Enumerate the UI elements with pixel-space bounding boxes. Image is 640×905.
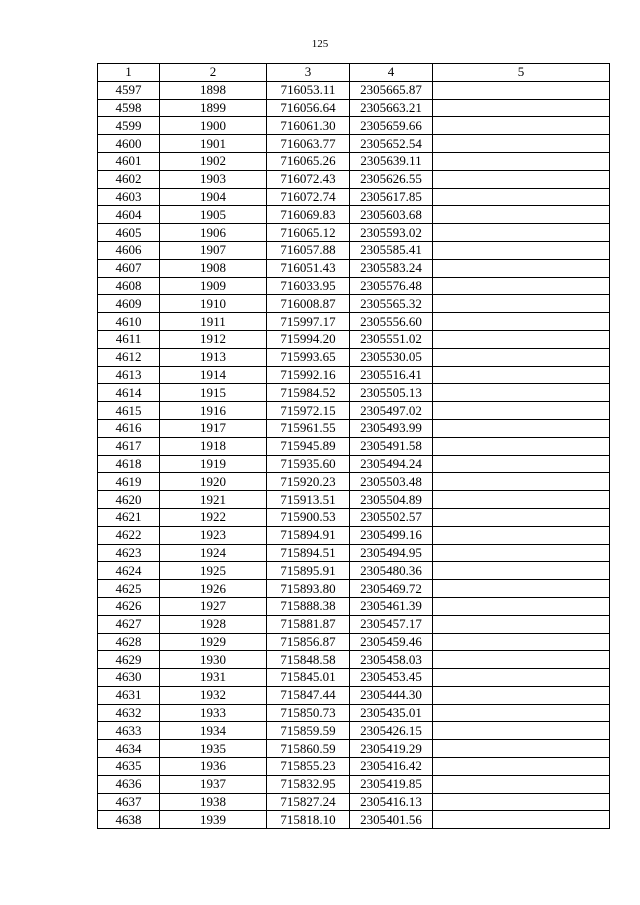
- table-row: [98, 437, 610, 455]
- table-row: [98, 152, 610, 170]
- cell-y-coordinate: 2305416.42: [350, 758, 433, 776]
- cell-point-number: 4607: [98, 259, 160, 277]
- cell-x-coordinate: 715900.53: [267, 508, 350, 526]
- cell-point-number: 4608: [98, 277, 160, 295]
- cell-x-coordinate: 715894.51: [267, 544, 350, 562]
- cell-y-coordinate: 2305461.39: [350, 597, 433, 615]
- cell-vertex-number: 1919: [160, 455, 267, 473]
- table-row: [98, 348, 610, 366]
- column-header-1: 1: [98, 64, 160, 82]
- cell-x-coordinate: 716063.77: [267, 135, 350, 153]
- cell-y-coordinate: 2305583.24: [350, 259, 433, 277]
- cell-note: [433, 135, 610, 153]
- cell-note: [433, 384, 610, 402]
- cell-note: [433, 366, 610, 384]
- table-row: [98, 704, 610, 722]
- cell-note: [433, 81, 610, 99]
- cell-y-coordinate: 2305663.21: [350, 99, 433, 117]
- cell-x-coordinate: 715832.95: [267, 775, 350, 793]
- cell-note: [433, 633, 610, 651]
- cell-y-coordinate: 2305458.03: [350, 651, 433, 669]
- cell-y-coordinate: 2305459.46: [350, 633, 433, 651]
- cell-x-coordinate: 716069.83: [267, 206, 350, 224]
- cell-x-coordinate: 715920.23: [267, 473, 350, 491]
- cell-point-number: 4620: [98, 491, 160, 509]
- cell-point-number: 4628: [98, 633, 160, 651]
- cell-vertex-number: 1939: [160, 811, 267, 829]
- cell-point-number: 4624: [98, 562, 160, 580]
- cell-point-number: 4611: [98, 330, 160, 348]
- cell-note: [433, 722, 610, 740]
- cell-x-coordinate: 716065.26: [267, 152, 350, 170]
- cell-point-number: 4632: [98, 704, 160, 722]
- cell-y-coordinate: 2305659.66: [350, 117, 433, 135]
- cell-vertex-number: 1903: [160, 170, 267, 188]
- cell-note: [433, 99, 610, 117]
- cell-point-number: 4598: [98, 99, 160, 117]
- cell-y-coordinate: 2305639.11: [350, 152, 433, 170]
- cell-vertex-number: 1935: [160, 740, 267, 758]
- cell-x-coordinate: 715984.52: [267, 384, 350, 402]
- cell-point-number: 4631: [98, 686, 160, 704]
- cell-point-number: 4616: [98, 419, 160, 437]
- cell-y-coordinate: 2305435.01: [350, 704, 433, 722]
- cell-point-number: 4615: [98, 402, 160, 420]
- cell-vertex-number: 1902: [160, 152, 267, 170]
- table-row: [98, 117, 610, 135]
- cell-vertex-number: 1918: [160, 437, 267, 455]
- cell-vertex-number: 1932: [160, 686, 267, 704]
- cell-y-coordinate: 2305617.85: [350, 188, 433, 206]
- table-row: [98, 206, 610, 224]
- table-row: [98, 419, 610, 437]
- cell-y-coordinate: 2305444.30: [350, 686, 433, 704]
- cell-note: [433, 775, 610, 793]
- table-row: [98, 651, 610, 669]
- cell-note: [433, 793, 610, 811]
- cell-note: [433, 295, 610, 313]
- cell-x-coordinate: 715893.80: [267, 580, 350, 598]
- cell-x-coordinate: 715935.60: [267, 455, 350, 473]
- cell-point-number: 4637: [98, 793, 160, 811]
- cell-vertex-number: 1907: [160, 241, 267, 259]
- table-row: [98, 775, 610, 793]
- cell-vertex-number: 1929: [160, 633, 267, 651]
- cell-vertex-number: 1936: [160, 758, 267, 776]
- table-body: [98, 81, 610, 828]
- table-row: [98, 170, 610, 188]
- cell-vertex-number: 1923: [160, 526, 267, 544]
- cell-x-coordinate: 715993.65: [267, 348, 350, 366]
- cell-y-coordinate: 2305426.15: [350, 722, 433, 740]
- cell-note: [433, 241, 610, 259]
- cell-x-coordinate: 716033.95: [267, 277, 350, 295]
- cell-x-coordinate: 716057.88: [267, 241, 350, 259]
- column-header-4: 4: [350, 64, 433, 82]
- cell-x-coordinate: 715818.10: [267, 811, 350, 829]
- cell-note: [433, 740, 610, 758]
- cell-x-coordinate: 715847.44: [267, 686, 350, 704]
- cell-y-coordinate: 2305652.54: [350, 135, 433, 153]
- table-row: [98, 597, 610, 615]
- cell-x-coordinate: 715848.58: [267, 651, 350, 669]
- table-row: [98, 633, 610, 651]
- cell-y-coordinate: 2305494.24: [350, 455, 433, 473]
- cell-y-coordinate: 2305494.95: [350, 544, 433, 562]
- cell-vertex-number: 1937: [160, 775, 267, 793]
- cell-x-coordinate: 716072.43: [267, 170, 350, 188]
- coordinates-table: [97, 63, 610, 829]
- cell-y-coordinate: 2305556.60: [350, 313, 433, 331]
- cell-x-coordinate: 715888.38: [267, 597, 350, 615]
- table-row: [98, 740, 610, 758]
- cell-x-coordinate: 715881.87: [267, 615, 350, 633]
- cell-note: [433, 651, 610, 669]
- cell-vertex-number: 1909: [160, 277, 267, 295]
- table-row: [98, 686, 610, 704]
- table-row: [98, 402, 610, 420]
- cell-vertex-number: 1916: [160, 402, 267, 420]
- cell-note: [433, 419, 610, 437]
- cell-note: [433, 686, 610, 704]
- cell-point-number: 4617: [98, 437, 160, 455]
- table-row: [98, 722, 610, 740]
- cell-vertex-number: 1906: [160, 224, 267, 242]
- cell-vertex-number: 1915: [160, 384, 267, 402]
- cell-vertex-number: 1921: [160, 491, 267, 509]
- cell-y-coordinate: 2305665.87: [350, 81, 433, 99]
- cell-y-coordinate: 2305585.41: [350, 241, 433, 259]
- cell-note: [433, 562, 610, 580]
- table-row: [98, 188, 610, 206]
- cell-vertex-number: 1925: [160, 562, 267, 580]
- cell-y-coordinate: 2305457.17: [350, 615, 433, 633]
- cell-note: [433, 277, 610, 295]
- cell-x-coordinate: 716053.11: [267, 81, 350, 99]
- cell-x-coordinate: 715855.23: [267, 758, 350, 776]
- cell-y-coordinate: 2305626.55: [350, 170, 433, 188]
- table-row: [98, 366, 610, 384]
- cell-point-number: 4626: [98, 597, 160, 615]
- cell-note: [433, 455, 610, 473]
- table-row: [98, 384, 610, 402]
- cell-x-coordinate: 715894.91: [267, 526, 350, 544]
- cell-x-coordinate: 715972.15: [267, 402, 350, 420]
- table-row: [98, 135, 610, 153]
- cell-vertex-number: 1908: [160, 259, 267, 277]
- table-row: [98, 669, 610, 687]
- cell-vertex-number: 1898: [160, 81, 267, 99]
- table-row: [98, 224, 610, 242]
- cell-note: [433, 117, 610, 135]
- cell-note: [433, 473, 610, 491]
- cell-x-coordinate: 716061.30: [267, 117, 350, 135]
- cell-note: [433, 508, 610, 526]
- cell-point-number: 4606: [98, 241, 160, 259]
- cell-note: [433, 758, 610, 776]
- table-row: [98, 241, 610, 259]
- cell-x-coordinate: 715961.55: [267, 419, 350, 437]
- cell-vertex-number: 1910: [160, 295, 267, 313]
- cell-note: [433, 437, 610, 455]
- cell-x-coordinate: 715913.51: [267, 491, 350, 509]
- cell-vertex-number: 1922: [160, 508, 267, 526]
- cell-point-number: 4634: [98, 740, 160, 758]
- cell-x-coordinate: 715827.24: [267, 793, 350, 811]
- table-row: [98, 758, 610, 776]
- cell-note: [433, 491, 610, 509]
- cell-vertex-number: 1928: [160, 615, 267, 633]
- cell-y-coordinate: 2305453.45: [350, 669, 433, 687]
- table-row: [98, 473, 610, 491]
- table-row: [98, 313, 610, 331]
- table-header-row: [98, 64, 610, 82]
- cell-x-coordinate: 715850.73: [267, 704, 350, 722]
- cell-point-number: 4636: [98, 775, 160, 793]
- cell-note: [433, 206, 610, 224]
- table-row: [98, 580, 610, 598]
- cell-note: [433, 526, 610, 544]
- cell-point-number: 4614: [98, 384, 160, 402]
- cell-note: [433, 170, 610, 188]
- cell-point-number: 4618: [98, 455, 160, 473]
- cell-vertex-number: 1920: [160, 473, 267, 491]
- cell-x-coordinate: 715997.17: [267, 313, 350, 331]
- cell-vertex-number: 1934: [160, 722, 267, 740]
- cell-y-coordinate: 2305502.57: [350, 508, 433, 526]
- cell-y-coordinate: 2305504.89: [350, 491, 433, 509]
- cell-y-coordinate: 2305493.99: [350, 419, 433, 437]
- cell-point-number: 4635: [98, 758, 160, 776]
- cell-y-coordinate: 2305497.02: [350, 402, 433, 420]
- cell-y-coordinate: 2305480.36: [350, 562, 433, 580]
- cell-point-number: 4600: [98, 135, 160, 153]
- table-row: [98, 259, 610, 277]
- cell-note: [433, 615, 610, 633]
- cell-y-coordinate: 2305516.41: [350, 366, 433, 384]
- table-row: [98, 508, 610, 526]
- table-row: [98, 615, 610, 633]
- cell-y-coordinate: 2305551.02: [350, 330, 433, 348]
- cell-vertex-number: 1911: [160, 313, 267, 331]
- cell-x-coordinate: 716072.74: [267, 188, 350, 206]
- cell-y-coordinate: 2305530.05: [350, 348, 433, 366]
- table-row: [98, 277, 610, 295]
- cell-point-number: 4599: [98, 117, 160, 135]
- cell-note: [433, 313, 610, 331]
- cell-x-coordinate: 716051.43: [267, 259, 350, 277]
- cell-point-number: 4638: [98, 811, 160, 829]
- cell-vertex-number: 1900: [160, 117, 267, 135]
- cell-x-coordinate: 715994.20: [267, 330, 350, 348]
- cell-vertex-number: 1938: [160, 793, 267, 811]
- cell-y-coordinate: 2305419.85: [350, 775, 433, 793]
- cell-point-number: 4629: [98, 651, 160, 669]
- cell-point-number: 4625: [98, 580, 160, 598]
- table-row: [98, 491, 610, 509]
- cell-note: [433, 669, 610, 687]
- cell-point-number: 4603: [98, 188, 160, 206]
- cell-point-number: 4605: [98, 224, 160, 242]
- cell-vertex-number: 1905: [160, 206, 267, 224]
- cell-point-number: 4612: [98, 348, 160, 366]
- cell-x-coordinate: 715895.91: [267, 562, 350, 580]
- cell-x-coordinate: 715860.59: [267, 740, 350, 758]
- cell-x-coordinate: 716056.64: [267, 99, 350, 117]
- column-header-5: 5: [433, 64, 610, 82]
- cell-vertex-number: 1914: [160, 366, 267, 384]
- cell-point-number: 4623: [98, 544, 160, 562]
- cell-vertex-number: 1924: [160, 544, 267, 562]
- cell-y-coordinate: 2305565.32: [350, 295, 433, 313]
- cell-point-number: 4602: [98, 170, 160, 188]
- cell-note: [433, 402, 610, 420]
- cell-note: [433, 152, 610, 170]
- table-row: [98, 811, 610, 829]
- cell-y-coordinate: 2305491.58: [350, 437, 433, 455]
- cell-y-coordinate: 2305603.68: [350, 206, 433, 224]
- cell-note: [433, 544, 610, 562]
- cell-y-coordinate: 2305593.02: [350, 224, 433, 242]
- cell-vertex-number: 1931: [160, 669, 267, 687]
- cell-note: [433, 224, 610, 242]
- cell-vertex-number: 1927: [160, 597, 267, 615]
- column-header-2: 2: [160, 64, 267, 82]
- cell-vertex-number: 1930: [160, 651, 267, 669]
- cell-note: [433, 811, 610, 829]
- cell-vertex-number: 1901: [160, 135, 267, 153]
- cell-point-number: 4622: [98, 526, 160, 544]
- cell-y-coordinate: 2305419.29: [350, 740, 433, 758]
- cell-x-coordinate: 716008.87: [267, 295, 350, 313]
- table-row: [98, 99, 610, 117]
- cell-x-coordinate: 716065.12: [267, 224, 350, 242]
- cell-note: [433, 330, 610, 348]
- cell-vertex-number: 1904: [160, 188, 267, 206]
- cell-y-coordinate: 2305505.13: [350, 384, 433, 402]
- table-row: [98, 562, 610, 580]
- cell-x-coordinate: 715945.89: [267, 437, 350, 455]
- cell-point-number: 4630: [98, 669, 160, 687]
- cell-note: [433, 597, 610, 615]
- cell-note: [433, 348, 610, 366]
- cell-y-coordinate: 2305401.56: [350, 811, 433, 829]
- cell-note: [433, 704, 610, 722]
- cell-y-coordinate: 2305503.48: [350, 473, 433, 491]
- cell-vertex-number: 1899: [160, 99, 267, 117]
- cell-x-coordinate: 715859.59: [267, 722, 350, 740]
- cell-point-number: 4601: [98, 152, 160, 170]
- cell-point-number: 4609: [98, 295, 160, 313]
- cell-point-number: 4619: [98, 473, 160, 491]
- table-row: [98, 526, 610, 544]
- cell-vertex-number: 1926: [160, 580, 267, 598]
- cell-vertex-number: 1913: [160, 348, 267, 366]
- cell-point-number: 4633: [98, 722, 160, 740]
- cell-y-coordinate: 2305499.16: [350, 526, 433, 544]
- cell-vertex-number: 1933: [160, 704, 267, 722]
- table-row: [98, 330, 610, 348]
- cell-note: [433, 188, 610, 206]
- cell-y-coordinate: 2305416.13: [350, 793, 433, 811]
- table-row: [98, 455, 610, 473]
- cell-point-number: 4597: [98, 81, 160, 99]
- table-row: [98, 793, 610, 811]
- cell-x-coordinate: 715845.01: [267, 669, 350, 687]
- table-row: [98, 544, 610, 562]
- table-row: [98, 295, 610, 313]
- cell-point-number: 4604: [98, 206, 160, 224]
- cell-point-number: 4621: [98, 508, 160, 526]
- cell-vertex-number: 1912: [160, 330, 267, 348]
- cell-point-number: 4610: [98, 313, 160, 331]
- cell-point-number: 4627: [98, 615, 160, 633]
- table-row: [98, 81, 610, 99]
- cell-note: [433, 259, 610, 277]
- cell-note: [433, 580, 610, 598]
- cell-point-number: 4613: [98, 366, 160, 384]
- cell-x-coordinate: 715856.87: [267, 633, 350, 651]
- page-number: 125: [311, 38, 329, 50]
- cell-y-coordinate: 2305469.72: [350, 580, 433, 598]
- cell-y-coordinate: 2305576.48: [350, 277, 433, 295]
- cell-vertex-number: 1917: [160, 419, 267, 437]
- cell-x-coordinate: 715992.16: [267, 366, 350, 384]
- column-header-3: 3: [267, 64, 350, 82]
